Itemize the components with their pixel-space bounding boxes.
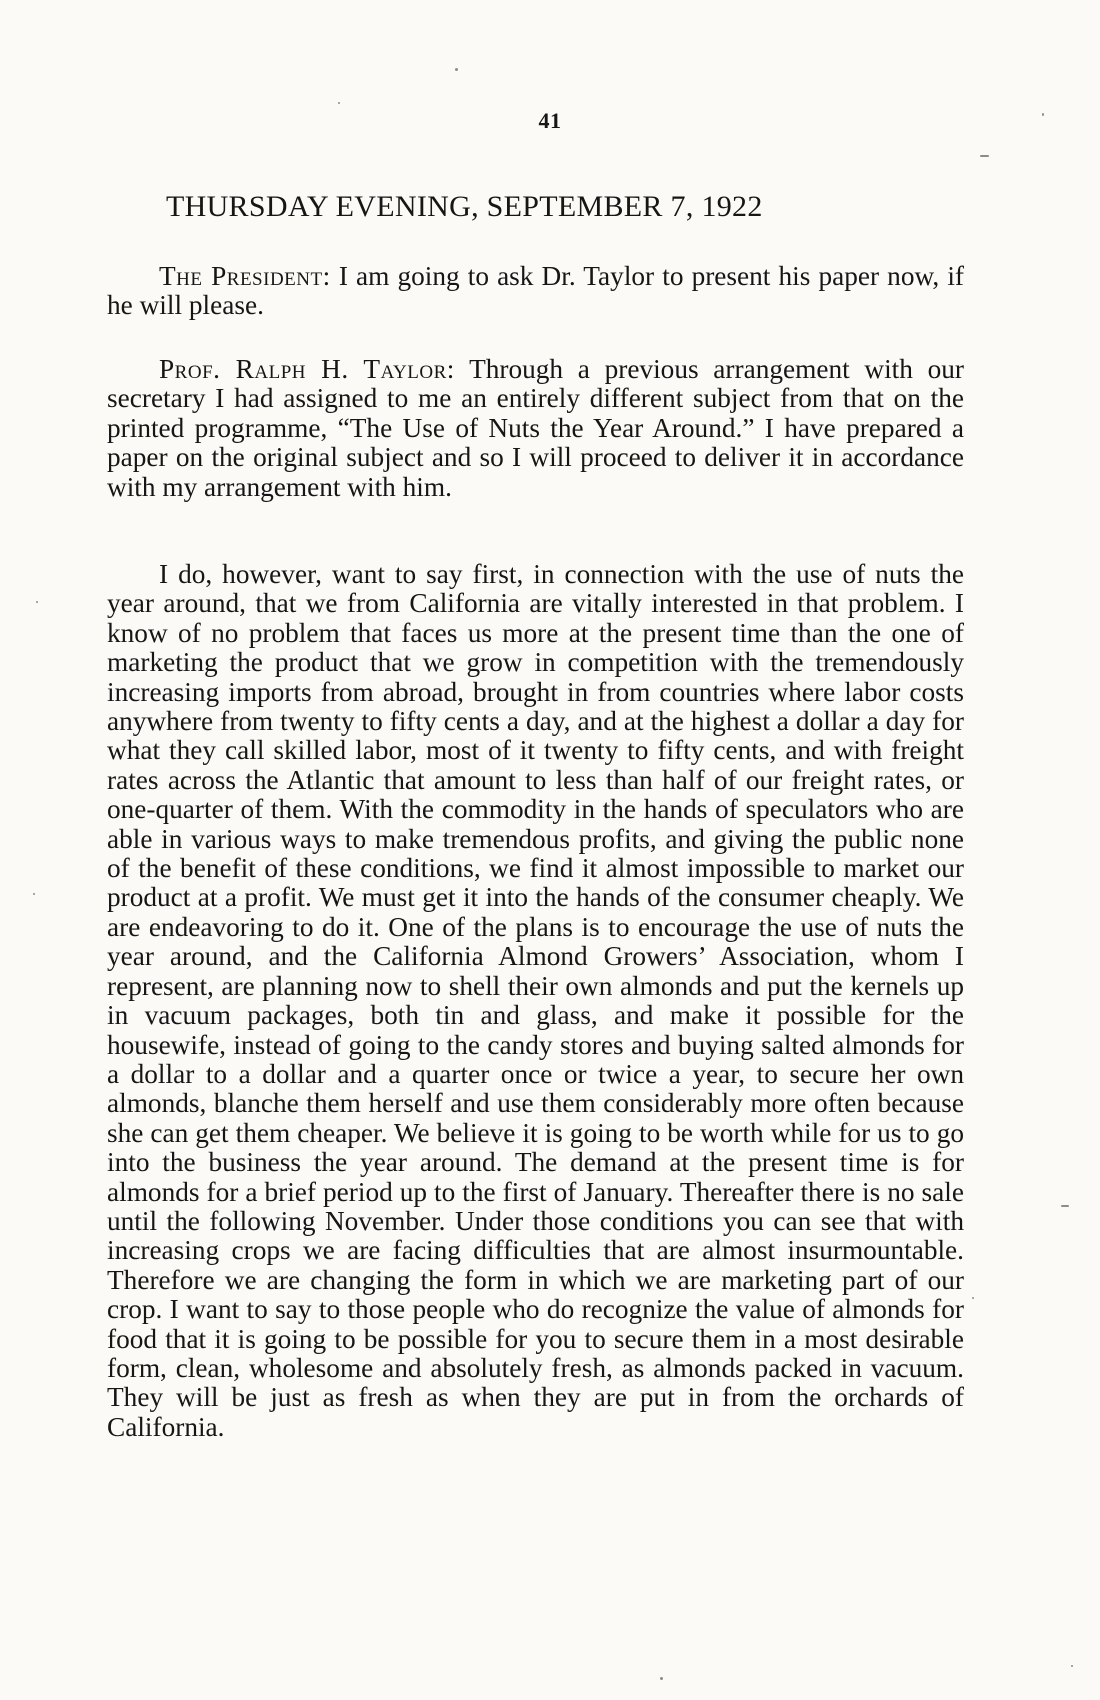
- paragraph-text: I do, however, want to say first, in connection with the use of nuts the year around, that we from California are vitally interested in that problem. I know of no problem that faces us more at the present time than the one of marketing the product that we grow in competition with the tremendously increasing imports from abroad, brought in from countries where labor costs anywhere from twenty to fifty cents a day, and at the highest a dollar a day for what they call skilled labor, most of it twenty to fifty cents, and with freight rates across the Atlantic that amount to less than half of our freight rates, or one-quarter of them. With the commodity in the hands of speculators who are able in various ways to make tremendous profits, and giving the public none of the benefit of these conditions, we find it almost impossible to market our product at a profit. We must get it into the hands of the consumer cheaply. We are endeavoring to do it. One of the plans is to encourage the use of nuts the year around, and the California Almond Growers’ Association, whom I represent, are planning now to shell their own almonds and put the kernels up in vacuum packages, both tin and glass, and make it possible for the housewife, instead of going to the candy stores and buying salted almonds for a dollar to a dollar and a quarter once or twice a year, to secure her own almonds, blanche them herself and use them considerably more often because she can get them cheaper. We believe it is going to be worth while for us to go into the business the year around. The demand at the present time is for almonds for a brief period up to the first of January. Thereafter there is no sale until the following November. Under those conditions you can see that with increasing crops we are facing difficulties that are almost insurmountable. Therefore we are changing the form in which we are marketing part of our crop. I want to say to those people who do recognize the value of almonds for food that it is going to be possible for you to secure them in a most desirable form, clean, wholesome and absolutely fresh, as almonds packed in vacuum. They will be just as fresh as when they are put in from the orchards of California.: [107, 559, 964, 1442]
- speaker-label: The President:: [159, 261, 331, 291]
- paragraph-text: I am going to ask Dr. Taylor to present his paper now, if he will please.: [107, 261, 965, 321]
- scan-speck: [1071, 1665, 1073, 1667]
- paragraph-taylor-intro: [107, 355, 964, 502]
- scan-speck: [33, 893, 35, 895]
- page-number: 41: [538, 108, 562, 133]
- scan-speck: [980, 155, 989, 157]
- scan-speck: [455, 68, 458, 71]
- scan-speck: [338, 102, 340, 104]
- speaker-label: Prof. Ralph H. Taylor:: [159, 354, 455, 384]
- paragraph-almond-marketing: [107, 560, 964, 1442]
- session-heading: THURSDAY EVENING, SEPTEMBER 7, 1922: [166, 190, 763, 223]
- paragraph-text: Through a previous arrangement with our secretary I had assigned to me an entirely different subject from that on the printed programme, “The Use of Nuts the Year Around.” I have prepared a paper on the original subject and so I will proceed to deliver it in accordance with my arrangement with him.: [107, 354, 964, 502]
- scan-speck: [660, 1677, 663, 1680]
- scan-speck: [972, 1297, 974, 1299]
- paragraph-president-remark: [107, 262, 964, 321]
- scan-speck: [1042, 113, 1044, 116]
- scan-speck: [1061, 1205, 1069, 1207]
- scan-speck: [36, 601, 38, 603]
